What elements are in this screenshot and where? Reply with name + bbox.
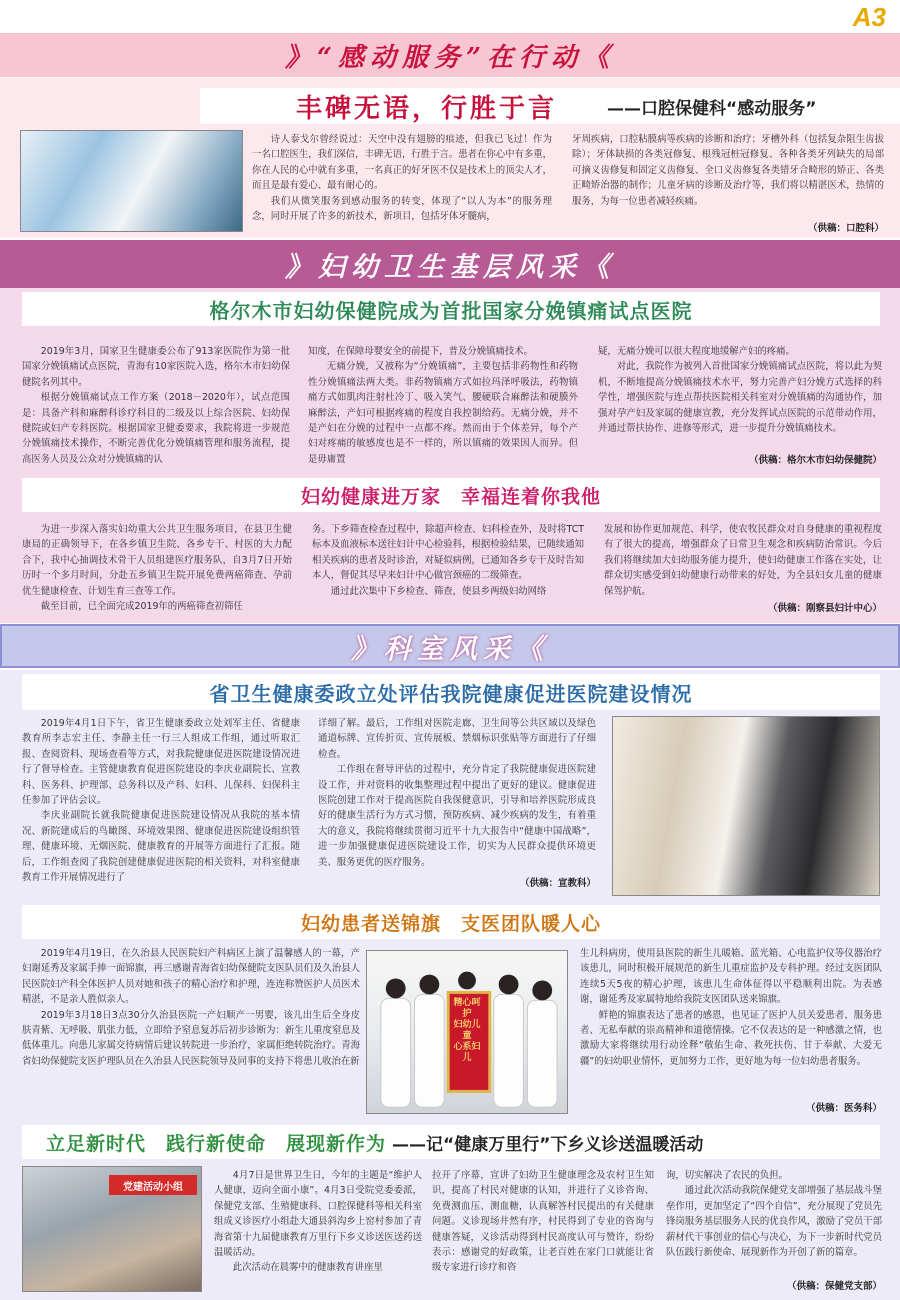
article-title-bar bbox=[22, 674, 880, 710]
paragraph: 2019年4月19日，在久治县人民医院妇产科病区上演了温馨感人的一幕，产妇谢延秀及家属手捧一面锦旗，再三感谢青海省妇幼保健院支医队员们及久治县人民医院妇产科全体医护人员对她和孩子的精心治疗和护理，连连称赞医护人员医术精湛，不是亲人胜似亲人。 bbox=[22, 948, 360, 1006]
article-text bbox=[214, 1168, 422, 1294]
article-text bbox=[580, 946, 882, 1098]
dental-photo bbox=[20, 130, 243, 232]
paragraph: 对此，我院作为被列入首批国家分娩镇痛试点医院，将以此为契机，不断地提高分娩镇痛技术水平，努力完善产妇分娩方式选择的科学性，增强医院与连点帮扶医院相关科室对分娩镇痛的沟通协作，加强对孕产妇及家属的健康宣教，充分发挥试点医院的示范带动作用，并通过帮扶协作、进修等形式，进一步提升分娩镇痛技术。 bbox=[598, 361, 882, 435]
paragraph: 牙周疾病，口腔粘膜病等疾病的诊断和治疗；牙槽外科（包括复杂阻生齿拔除）；牙体缺损的各类冠修复、根残冠桩冠修复、各种各类牙列缺失的局部可摘义齿修复和固定义齿修复、全口义齿修复各类错牙合畸形的矫正、各类正畸矫治器的制作；儿童牙病的诊断及治疗等，我们将以精湛医术，热情的服务，为每一位患者减轻疾痛。 bbox=[572, 134, 884, 207]
paragraph: 根据分娩镇痛试点工作方案（2018－2020年），试点范围是：具备产科和麻醉科诊疗科目的二级及以上综合医院、妇幼保健院或妇产专科医院。根据国家卫健委要求，我院将进一步规范分娩镇痛技术操作，不断完善优化分娩镇痛管理和服务流程，提高医务人员及公众对分娩镇痛的认 bbox=[22, 392, 290, 465]
section-header-service bbox=[0, 33, 900, 77]
paragraph: 发展和协作更加规范、科学，使农牧民群众对自身健康的重视程度有了很大的提高，增强群众了日常卫生观念和疾病防治常识。今后我们将继续加大妇幼服务能力提升，使妇幼健康工作落在实处，让群众切实感受到妇幼健康行动带来的好处，为全县妇女儿童的健康保驾护航。 bbox=[604, 524, 882, 597]
banner-line: 妇幼儿童 bbox=[453, 1020, 481, 1041]
paragraph: 李庆业副院长就我院健康促进医院建设情况从我院的基本情况、新院建成后的鸟瞰图、环境效果图、健康促进医院建设组织管理、健康环境、无烟医院、健康教育的开展等方面进行了汇报。随后，工作组查阅了我院创建健康促进医院的相关资料，对科室健康教育工作开展情况进行了 bbox=[22, 810, 300, 884]
article-title: 妇幼健康进万家 幸福连着你我他 bbox=[300, 485, 601, 508]
paragraph: 2019年4月1日下午，省卫生健康委政立处刘军主任、省健康教育所李志宏主任、李静主任一行三人组成工作组，通过听取汇报、查阅资料、现场查看等方式，对我院健康促进医院建设情况进行了督导检查。主管健康教育促进医院建设的李庆业副院长、宣教科、医务科、护理部、总务科以及产科、妇科、儿保科、妇保科主任参加了评估会议。 bbox=[22, 718, 300, 807]
article-credit: （供稿：宣教科） bbox=[519, 878, 596, 889]
paragraph: 通过此次活动我院保健党支部增强了基层战斗堡垒作用，更加坚定了“四个自信”，充分展现了党员先锋岗服务基层服务人民的优良作风，激励了党员干部薪材代干事创业的信心与决心，为下一步新时代党员队伍践行新使命、展现新作为开创了新的篇章。 bbox=[666, 1185, 882, 1259]
photo-banner: 党建活动小组 bbox=[109, 1175, 197, 1195]
clinic-photo bbox=[22, 1166, 202, 1292]
paragraph: 为进一步深入落实妇幼重大公共卫生服务项目，在县卫生健康局的正确领导下，在各乡镇卫生院、各乡专干、村医的大力配合下，我中心抽调技术骨干人员组建医疗服务队，自3月7日开始历时一个多月时间，分赴五乡镇卫生院开展免费两癌筛查、孕前优生健康检查、计划生育三查等工作。 bbox=[22, 524, 292, 597]
article-text bbox=[666, 1168, 882, 1276]
article-title: 妇幼患者送锦旗 支医团队暖人心 bbox=[300, 912, 601, 935]
banner-line: 心系妇儿 bbox=[453, 1042, 481, 1063]
article-credit: （供稿：刚察县妇计中心） bbox=[767, 603, 882, 614]
paragraph: 鲜艳的锦旗表达了患者的感恩，也见证了医护人员关爱患者、服务患者、无私奉献的崇高精神和道德情操。它不仅表达的是一种感激之情，也激励大家将继续用行动诠释“敬佑生命、救死扶伤、甘于奉献、大爱无疆”的妇幼职业情怀，更加努力工作，更好地为每一位妇幼患者服务。 bbox=[580, 1009, 882, 1067]
article-title-bar bbox=[22, 905, 880, 939]
section-title: 》“感动服务”在行动《 bbox=[285, 42, 615, 73]
article-title-bar bbox=[200, 88, 900, 124]
article-text bbox=[572, 132, 884, 222]
paragraph: 2019年3月18日3点30分久治县医院一产妇顺产一男婴，该儿出生后全身皮肤青紫、无呼吸、肌张力低，立即给予窒息复苏后初步诊断为：新生儿重度窒息及低体重儿。向患儿家属交待病情后建议转院进一步治疗，家属拒绝转院治疗。青海省妇幼保健院支医护理队员在久治县人民医院领导及同事的支持下将患儿收治在新 bbox=[22, 1009, 360, 1067]
article-title-bar bbox=[22, 478, 880, 512]
paragraph: 无痛分娩，又被称为“分娩镇痛”，主要包括非药物性和药物性分娩镇痛法两大类。非药物镇痛方式如拉玛泽呼吸法，药物镇痛方式如肌肉注射杜冷丁、吸入笑气、腰硬联合麻醉法和硬膜外麻醉法，产妇可根据疼痛的程度自我控制给药。无痛分娩，并不是产妇在分娩的过程中一点都不疼。然而由于个体差异，每个产妇对疼痛的敏感度也是不一样的，所以镇痛的效果因人而异。但是毋庸置 bbox=[308, 361, 578, 465]
paragraph: 此次活动在晨雾中的健康教育讲座里 bbox=[232, 1262, 383, 1274]
paragraph: 拉开了序幕，宣讲了妇幼卫生健康理念及农村卫生知识，提高了村民对健康的认知，并进行了义诊咨询、免费测血压、测血糖，认真解答村民提出的有关健康问题。义诊现场井然有序，村民得到了专业的咨询与健康答疑，义诊活动得到村民高度认可与赞许，纷纷表示：感谢党的好政策，让老百姓在家门口就能让省级专家进行诊疗和咨 bbox=[432, 1170, 654, 1274]
article-subtitle: ——记“健康万里行”下乡义诊送温暖活动 bbox=[392, 1134, 704, 1155]
article-credit: （供稿：格尔木市妇幼保健院） bbox=[748, 455, 882, 466]
paragraph: 通过此次集中下乡检查、筛查，使县乡两级妇幼网络 bbox=[330, 585, 547, 597]
paragraph: 4月7日是世界卫生日，今年的主题是“维护人人健康，迈向全面小康”。4月3日受院党委委派，保健党支部、生殖健康科、口腔保健科等相关科室组成义诊医疗小组赴大通县斜沟乡上窑村参加了青海省第十九届健康教育万里行下乡义诊送医送药送温暖活动。 bbox=[214, 1170, 422, 1259]
article-credit: （供稿：口腔科） bbox=[807, 223, 884, 234]
article-text bbox=[598, 344, 882, 452]
article-text bbox=[432, 1168, 654, 1294]
article-text bbox=[22, 522, 292, 618]
paragraph: 知度，在保障母婴安全的前提下，普及分娩镇痛技术。 bbox=[308, 346, 534, 357]
article-title-bar bbox=[22, 292, 880, 326]
article-text bbox=[252, 132, 552, 236]
section-title: 》妇幼卫生基层风采《 bbox=[285, 251, 615, 283]
section-header-maternal bbox=[0, 240, 900, 288]
page-number: A3 bbox=[852, 2, 886, 32]
section-title: 》科室风采《 bbox=[351, 633, 549, 665]
article-title-bar bbox=[22, 1125, 880, 1159]
article-title: 立足新时代 践行新使命 展现新作为 bbox=[46, 1132, 387, 1155]
section-header-departments bbox=[0, 624, 900, 668]
article-text bbox=[22, 344, 290, 474]
paragraph: 诗人泰戈尔曾经说过：天空中没有翅膀的痕迹，但我已飞过！作为一名口腔医生，我们深信，丰碑无语，行胜于言。患者在你心中有多重，你在人民的心中就有多重，一名真正的好牙医不仅是技术上的顶尖人才，而且是最有爱心、最有耐心的。 bbox=[252, 134, 552, 192]
paragraph: 我们从微笑服务到感动服务的转变，体现了“以人为本”的服务理念，同时开展了许多的新技术，新项目，包括牙体牙髓病， bbox=[252, 195, 552, 223]
paragraph: 疑，无痛分娩可以很大程度地缓解产妇的疼痛。 bbox=[598, 346, 795, 357]
article-text bbox=[22, 946, 360, 1118]
article-text bbox=[308, 344, 578, 474]
article-text bbox=[312, 522, 584, 618]
inspection-photo bbox=[612, 716, 880, 896]
paragraph: 工作组在督导评估的过程中，充分肯定了我院健康促进医院建设工作，并对资料的收集整理过程中提出了更好的建议。健康促进医院创建工作对于提高医院自我保健意识，引导和培养医院形成良好的健康生活行为方式习惯，预防疾病、减少疾病的发生，有着重大的意义，我院将继续贯彻习近平十九大报告中“健康中国战略”，进一步加强健康促进医院建设工作，切实为人民群众提供环境更美、服务更优的医疗服务。 bbox=[318, 764, 596, 868]
banner-text bbox=[451, 998, 483, 1064]
paragraph: 询，切实解决了农民的负担。 bbox=[666, 1170, 788, 1181]
banner-line: 精心呵护 bbox=[453, 998, 481, 1019]
paragraph: 2019年3月，国家卫生健康委公布了913家医院作为第一批国家分娩镇痛试点医院，青海有10家医院入选，格尔木市妇幼保健院名列其中。 bbox=[22, 346, 290, 388]
article-subtitle: ——口腔保健科“感动服务” bbox=[607, 98, 817, 119]
paragraph: 详细了解。最后，工作组对医院走廊、卫生间等公共区域以及绿色通道标牌、宣传折页、宣传展板、禁烟标识张贴等方面进行了仔细检查。 bbox=[318, 718, 596, 760]
article-credit: （供稿：保健党支部） bbox=[786, 1281, 882, 1292]
paragraph: 截至目前，已全面完成2019年的两癌筛查初筛任 bbox=[40, 601, 243, 613]
article-text bbox=[22, 716, 300, 898]
article-title: 格尔木市妇幼保健院成为首批国家分娩镇痛试点医院 bbox=[209, 298, 693, 323]
article-title: 丰碑无语，行胜于言 bbox=[296, 93, 558, 124]
article-text bbox=[318, 716, 596, 874]
article-title: 省卫生健康委政立处评估我院健康促进医院建设情况 bbox=[209, 681, 693, 706]
article-text bbox=[604, 522, 882, 600]
paragraph: 生儿科病房，使用县医院的新生儿暖箱、蓝光箱、心电监护仪等仪器治疗该患儿，同时积极开展规范的新生儿重症监护及专科护理。经过支医团队连续5天5夜的精心护理，该患儿生命体征得以平稳顺利出院。为表感谢，谢延秀及家属特地给我院支医团队送来锦旗。 bbox=[580, 948, 882, 1006]
paragraph: 务。下乡筛查检查过程中，除超声检查、妇科检查外，及时将TCT标本及血液标本送往妇计中心检验科，根据检验结果，已随续通知相关疾病的患者及时诊治，对疑似病例，已通知各乡专干及时告知本人，督促其尽早来妇计中心做宫颈癌的二级筛查。 bbox=[312, 524, 584, 582]
article-credit: （供稿：医务科） bbox=[805, 1103, 882, 1114]
